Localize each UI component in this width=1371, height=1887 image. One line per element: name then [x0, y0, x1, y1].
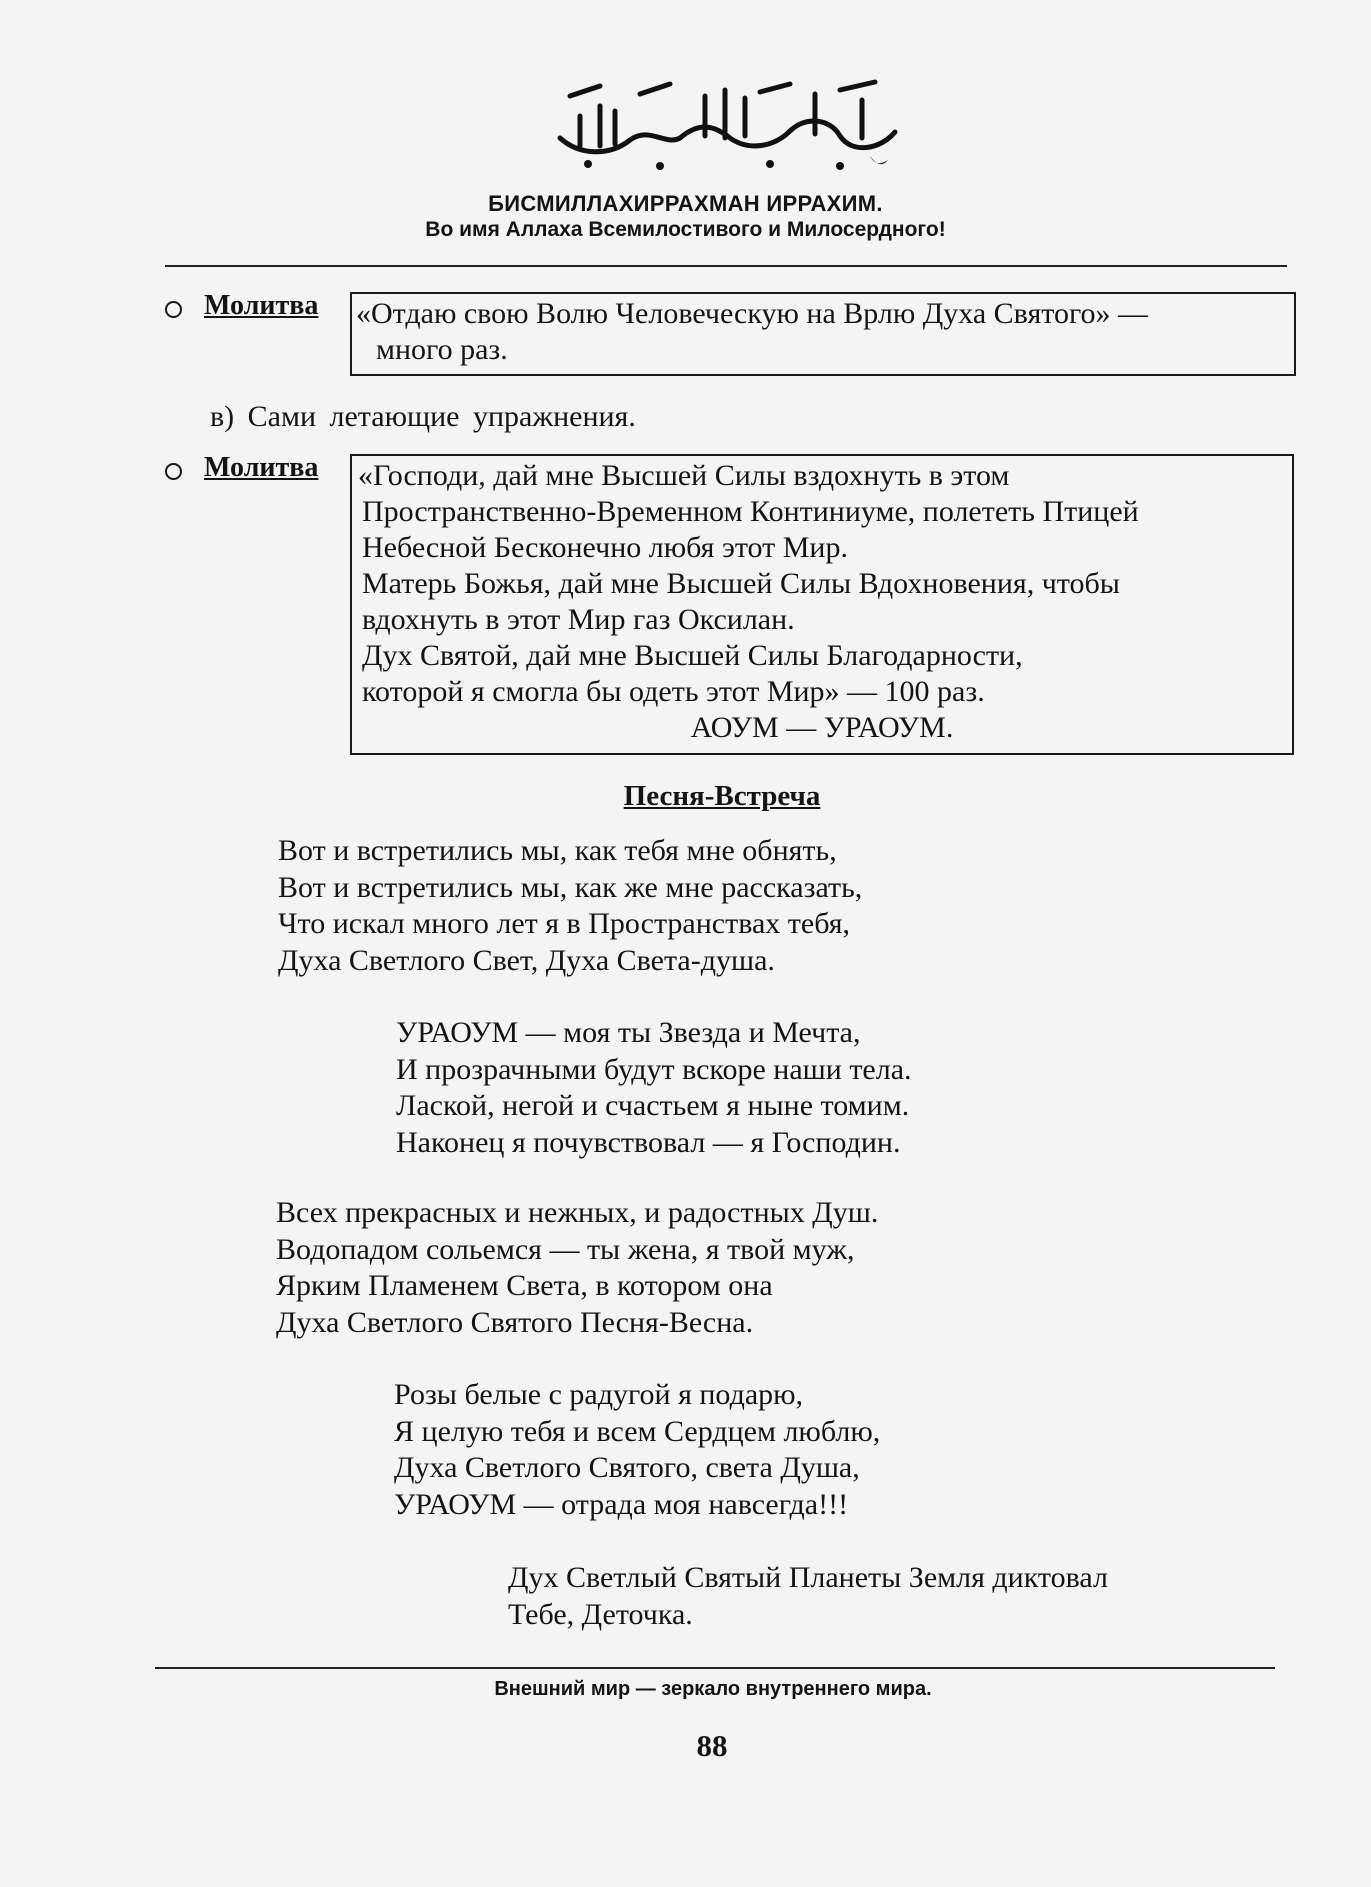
prayer-line: Матерь Божья, дай мне Высшей Силы Вдохновения, чтобы — [362, 567, 1120, 600]
prayer-label: Молитва — [204, 452, 319, 483]
bullet-icon — [165, 301, 182, 318]
prayer-line: «Отдаю свою Волю Человеческую на Врлю Духа Святого» — — [356, 297, 1149, 330]
prayer-line: Небесной Бесконечно любя этот Мир. — [362, 531, 848, 564]
song-line: Всех прекрасных и нежных, и радостных Душ. — [276, 1196, 879, 1229]
song-line: Вот и встретились мы, как тебя мне обнять, — [278, 834, 837, 867]
prayer-line: Пространственно-Временном Континиуме, полететь Птицей — [362, 495, 1139, 528]
song-line: УРАОУМ — отрада моя навсегда!!! — [394, 1487, 849, 1521]
song-line: Розы белые с радугой я подарю, — [394, 1378, 804, 1411]
prayer-line: которой я смогла бы одеть этот Мир» — 100 раз. — [362, 675, 985, 708]
song-signature — [508, 1560, 1108, 1633]
footer-motto: Внешний мир — зеркало внутреннего мира. — [494, 1678, 932, 1700]
signature-line: Дух Светлый Святый Планеты Земля диктовал — [508, 1561, 1108, 1594]
prayer-label: Молитва — [204, 290, 319, 321]
header-divider — [165, 265, 1287, 267]
song-title: Песня-Встреча — [623, 780, 821, 812]
song-stanza — [394, 1377, 880, 1523]
prayer-line: вдохнуть в этот Мир газ Оксилан. — [362, 603, 795, 636]
song-stanza — [278, 833, 862, 979]
prayer-line: Дух Святой, дай мне Высшей Силы Благодарности, — [362, 639, 1023, 672]
section-heading: в) Сами летающие упражнения. — [210, 400, 636, 433]
prayer-box — [350, 454, 1294, 755]
song-line: Водопадом сольемся — ты жена, я твой муж, — [276, 1232, 855, 1266]
song-line: Наконец я почувствовал — я Господин. — [396, 1125, 901, 1159]
song-line: Духа Светлого Святого, света Душа, — [394, 1451, 860, 1484]
prayer-line: «Господи, дай мне Высшей Силы вздохнуть в этом — [358, 459, 1010, 492]
song-line: Что искал много лет я в Пространствах тебя, — [278, 907, 851, 940]
song-line: Я целую тебя и всем Сердцем люблю, — [394, 1414, 881, 1448]
song-line: Духа Светлого Свет, Духа Света-душа. — [278, 943, 775, 977]
header-subtitle: Во имя Аллаха Всемилостивого и Милосердного! — [425, 218, 946, 241]
bullet-icon — [165, 463, 182, 480]
prayer-box — [350, 292, 1296, 376]
song-line: И прозрачными будут вскоре наши тела. — [396, 1052, 912, 1086]
song-line: Духа Светлого Святого Песня-Весна. — [276, 1305, 754, 1339]
header-title: БИСМИЛЛАХИРРАХМАН ИРРАХИМ. — [488, 191, 883, 216]
song-line: УРАОУМ — моя ты Звезда и Мечта, — [396, 1016, 861, 1049]
song-line: Вот и встретились мы, как же мне рассказать, — [278, 870, 863, 904]
prayer-closing: АОУМ — УРАОУМ. — [690, 711, 954, 744]
song-line: Ярким Пламенем Света, в котором она — [276, 1269, 773, 1302]
footer-divider — [155, 1667, 1275, 1669]
page-number: 88 — [696, 1728, 728, 1763]
signature-line: Тебе, Деточка. — [508, 1597, 693, 1631]
song-stanza — [276, 1195, 878, 1341]
bismillah-calligraphy-icon — [540, 76, 920, 176]
prayer-line: много раз. — [376, 333, 508, 366]
song-stanza — [396, 1015, 912, 1161]
song-line: Лаской, негой и счастьем я ныне томим. — [396, 1089, 910, 1122]
